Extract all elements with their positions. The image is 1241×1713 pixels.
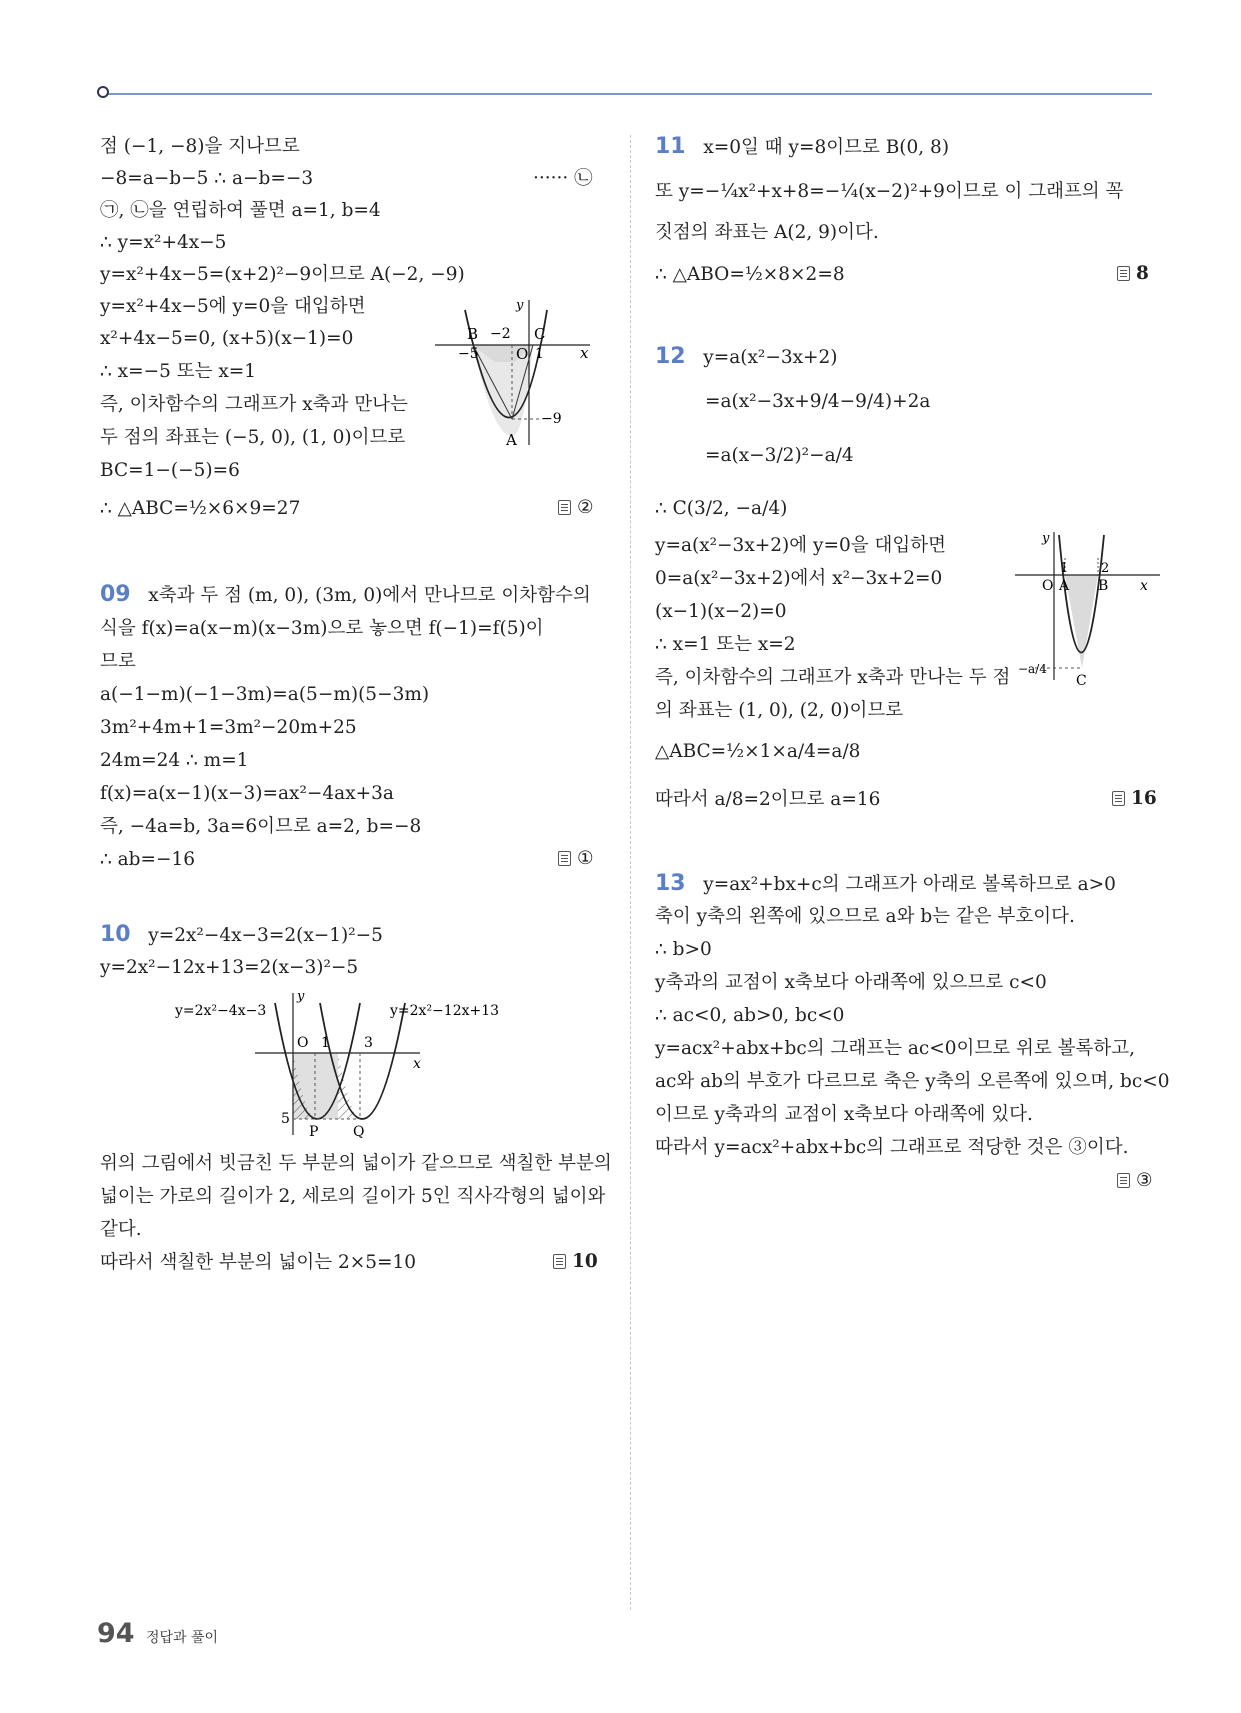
answer-mark: 10 — [553, 1251, 598, 1272]
column-divider — [630, 135, 631, 1610]
text-line: y=x²+4x−5=(x+2)²−9이므로 A(−2, −9) — [100, 264, 465, 285]
header-rule — [104, 93, 1152, 95]
graph-label: −9 — [541, 411, 562, 427]
problem-number: 11 — [655, 134, 686, 159]
text-line: y=2x²−12x+13=2(x−3)²−5 — [100, 957, 359, 978]
problem-11-line: 11 x=0일 때 y=8이므로 B(0, 8) — [655, 134, 950, 159]
problem-number: 12 — [655, 344, 686, 369]
text-line: a(−1−m)(−1−3m)=a(5−m)(5−3m) — [100, 684, 430, 705]
text-line: =a(x−3/2)²−a/4 — [705, 445, 854, 466]
graph-label: O — [516, 345, 529, 363]
parabola-graph-2 — [175, 985, 535, 1145]
text-line: ∴ ab=−16 — [100, 849, 196, 870]
graph-label: A — [1059, 578, 1070, 594]
text-line: ∴ △ABC=½×6×9=27 — [100, 498, 301, 519]
graph-label: 1 — [321, 1035, 330, 1051]
header-dot — [97, 86, 109, 98]
graph-label: −a/4 — [1018, 662, 1047, 676]
footer-label: 정답과 풀이 — [146, 1630, 219, 1646]
answer-icon — [1112, 791, 1125, 806]
text-line: y=x²+4x−5에 y=0을 대입하면 — [100, 296, 366, 317]
text-line: ㉠, ㉡을 연립하여 풀면 a=1, b=4 — [100, 200, 381, 221]
graph-label: O — [297, 1035, 309, 1051]
text-line: 즉, 이차함수의 그래프가 x축과 만나는 — [100, 394, 408, 415]
answer-mark: ① — [558, 848, 594, 869]
text-line: 위의 그림에서 빗금친 두 부분의 넓이가 같으므로 색칠한 부분의 — [100, 1153, 612, 1174]
problem-number: 09 — [100, 582, 131, 607]
page-number: 94 — [97, 1618, 135, 1649]
graph-label: −5 — [458, 346, 479, 362]
answer-mark: ② — [558, 497, 594, 518]
graph-label: y=2x²−4x−3 — [175, 1003, 267, 1019]
text-line: ∴ C(3/2, −a/4) — [655, 498, 788, 519]
text-line: 따라서 색칠한 부분의 넓이는 2×5=10 — [100, 1252, 417, 1273]
graph-label: x — [1140, 578, 1148, 594]
text-line: ∴ b>0 — [655, 939, 712, 960]
graph-label: C — [1076, 673, 1087, 689]
text-line: (x−1)(x−2)=0 — [655, 601, 787, 622]
answer-mark: 16 — [1112, 788, 1157, 809]
text-line: ∴ △ABO=½×8×2=8 — [655, 264, 845, 285]
parabola-graph-1 — [435, 295, 595, 455]
text-line: 0=a(x²−3x+2)에서 x²−3x+2=0 — [655, 568, 943, 589]
parabola-graph-3 — [1015, 530, 1165, 690]
text-line: 의 좌표는 (1, 0), (2, 0)이므로 — [655, 700, 904, 721]
answer-icon — [553, 1254, 566, 1269]
problem-12-line: 12 y=a(x²−3x+2) — [655, 344, 838, 369]
graph-label: x — [580, 344, 589, 362]
text-line: 므로 — [100, 651, 136, 672]
graph-label: x — [413, 1056, 421, 1072]
text-line: ∴ x=−5 또는 x=1 — [100, 361, 257, 382]
text-line: 같다. — [100, 1219, 142, 1240]
text-line: BC=1−(−5)=6 — [100, 460, 240, 481]
text-line: 두 점의 좌표는 (−5, 0), (1, 0)이므로 — [100, 427, 406, 448]
text-line: 3m²+4m+1=3m²−20m+25 — [100, 717, 357, 738]
problem-10-line: 10 y=2x²−4x−3=2(x−1)²−5 — [100, 922, 383, 947]
graph-label: 3 — [364, 1035, 373, 1051]
text-line: ac와 ab의 부호가 다르므로 축은 y축의 오른쪽에 있으며, bc<0 — [655, 1071, 1170, 1092]
text-line: 식을 f(x)=a(x−m)(x−3m)으로 놓으면 f(−1)=f(5)이 — [100, 618, 544, 639]
text-line: 즉, −4a=b, 3a=6이므로 a=2, b=−8 — [100, 816, 422, 837]
graph-label: 1 — [1060, 561, 1069, 576]
graph-label: −2 — [490, 326, 511, 342]
graph-label: A — [506, 431, 517, 449]
graph-label: y — [516, 298, 524, 313]
text-line: 24m=24 ∴ m=1 — [100, 750, 249, 771]
text-line: 따라서 a/8=2이므로 a=16 — [655, 789, 881, 810]
text-line: ∴ x=1 또는 x=2 — [655, 634, 796, 655]
answer-icon — [1117, 266, 1130, 281]
text-line: 점 (−1, −8)을 지나므로 — [100, 136, 300, 157]
text-line: 즉, 이차함수의 그래프가 x축과 만나는 두 점 — [655, 667, 1011, 688]
text-line: y축과의 교점이 x축보다 아래쪽에 있으므로 c<0 — [655, 972, 1047, 993]
text-line: y=acx²+abx+bc의 그래프는 ac<0이므로 위로 볼록하고, — [655, 1038, 1135, 1059]
text-line: 따라서 y=acx²+abx+bc의 그래프로 적당한 것은 ③이다. — [655, 1137, 1129, 1158]
graph-label: B — [1098, 578, 1109, 594]
graph-label: 2 — [1101, 561, 1110, 576]
answer-icon — [1117, 1173, 1130, 1188]
problem-13-line: 13 y=ax²+bx+c의 그래프가 아래로 볼록하므로 a>0 — [655, 871, 1116, 896]
text-line: f(x)=a(x−1)(x−3)=ax²−4ax+3a — [100, 783, 394, 804]
answer-icon — [558, 851, 571, 866]
text-line: 짓점의 좌표는 A(2, 9)이다. — [655, 222, 879, 243]
text-line: △ABC=½×1×a/4=a/8 — [655, 741, 861, 762]
graph-label: P — [309, 1124, 319, 1140]
text-line: ∴ ac<0, ab>0, bc<0 — [655, 1005, 845, 1026]
answer-icon — [558, 500, 571, 515]
text-line: x²+4x−5=0, (x+5)(x−1)=0 — [100, 328, 354, 349]
graph-label: 5 — [281, 1111, 290, 1127]
equation-marker: ······ ㉡ — [533, 168, 593, 189]
graph-label: Q — [353, 1124, 365, 1140]
text-line: 이므로 y축과의 교점이 x축보다 아래쪽에 있다. — [655, 1104, 1033, 1125]
text-line: ∴ y=x²+4x−5 — [100, 232, 227, 253]
text-line: =a(x²−3x+9/4−9/4)+2a — [705, 391, 931, 412]
graph-label: y=2x²−12x+13 — [390, 1003, 500, 1019]
graph-label: 1 — [535, 346, 544, 362]
answer-mark: ③ — [1117, 1170, 1153, 1191]
graph-label: y — [1042, 531, 1050, 546]
graph-label: B — [467, 325, 479, 343]
graph-label: y — [297, 989, 305, 1004]
answer-mark: 8 — [1117, 263, 1149, 284]
text-line: 넓이는 가로의 길이가 2, 세로의 길이가 5인 직사각형의 넓이와 — [100, 1186, 606, 1207]
text-line: 축이 y축의 왼쪽에 있으므로 a와 b는 같은 부호이다. — [655, 906, 1075, 927]
graph-label: O — [1042, 578, 1054, 594]
problem-09-line: 09 x축과 두 점 (m, 0), (3m, 0)에서 만나므로 이차함수의 — [100, 582, 591, 607]
text-line: y=a(x²−3x+2)에 y=0을 대입하면 — [655, 535, 946, 556]
problem-number: 10 — [100, 922, 131, 947]
text-line: −8=a−b−5 ∴ a−b=−3 — [100, 168, 314, 189]
problem-number: 13 — [655, 871, 686, 896]
text-line: 또 y=−¼x²+x+8=−¼(x−2)²+9이므로 이 그래프의 꼭 — [655, 181, 1124, 202]
graph-label: C — [534, 325, 546, 343]
